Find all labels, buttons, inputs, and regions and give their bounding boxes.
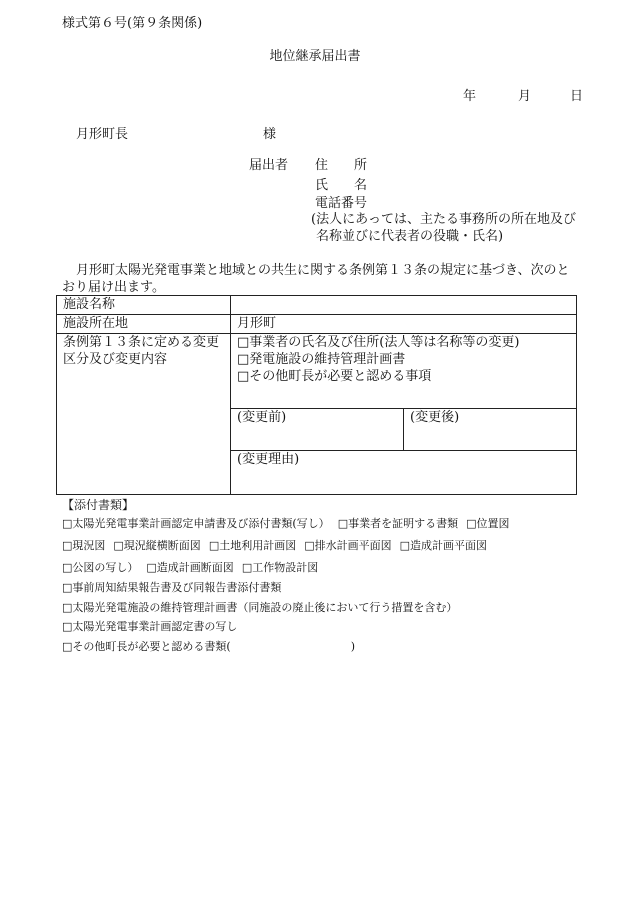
attach-cadastral-copy-checkbox[interactable]: □公図の写し） <box>62 561 139 574</box>
attachments-heading: 【添付書類】 <box>62 498 135 512</box>
option-owner-change-checkbox[interactable]: □事業者の氏名及び住所(法人等は名称等の変更) <box>237 334 520 350</box>
change-category-label-1: 条例第１３条に定める変更 <box>63 334 220 350</box>
attach-maintenance-plan-checkbox[interactable]: □太陽光発電施設の維持管理計画書（同施設の廃止後において行う措置を含む） <box>62 601 458 614</box>
change-options-cell <box>231 333 577 408</box>
addressee-name: 月形町長 <box>76 127 129 142</box>
attach-grading-section-checkbox[interactable]: □造成計画断面図 <box>146 561 234 574</box>
body-text-line-2: おり届け出ます。 <box>62 280 165 295</box>
attach-business-proof-checkbox[interactable]: □事業者を証明する書類 <box>337 517 459 530</box>
change-category-cell <box>57 333 231 494</box>
option-other-checkbox[interactable]: □その他町長が必要と認める事項 <box>237 368 432 384</box>
facility-location-field[interactable]: 月形町 <box>231 315 577 333</box>
before-change-field[interactable] <box>231 408 404 451</box>
body-text-line-1: 月形町太陽光発電事業と地域との共生に関する条例第１３条の規定に基づき、次のと <box>76 263 570 278</box>
attachments-line-3 <box>62 561 318 575</box>
attach-current-map-checkbox[interactable]: □現況図 <box>62 539 106 552</box>
attach-certification-copy-checkbox[interactable]: □太陽光発電事業計画認定書の写し <box>62 620 238 633</box>
attachments-line-2 <box>62 539 487 553</box>
addressee-honorific: 様 <box>263 127 277 142</box>
facility-location-label: 施設所在地 <box>57 315 231 333</box>
notification-form-table <box>56 295 577 495</box>
after-change-field[interactable] <box>404 408 577 451</box>
document-title: 地位継承届出書 <box>269 49 361 64</box>
attach-drainage-plan-checkbox[interactable]: □排水計画平面図 <box>304 539 392 552</box>
facility-name-label: 施設名称 <box>57 296 231 315</box>
corporate-note-line-2: 名称並びに代表者の役職・氏名) <box>316 229 504 244</box>
change-category-label-2: 区分及び変更内容 <box>63 351 168 367</box>
before-change-label: (変更前) <box>237 409 287 425</box>
attach-other-label: □その他町長が必要と認める書類( <box>62 640 231 653</box>
option-maintenance-plan-checkbox[interactable]: □発電施設の維持管理計画書 <box>237 351 406 367</box>
corporate-note-line-1: (法人にあっては、主たる事務所の所在地及び <box>311 212 576 227</box>
notifier-address-label: 住 所 <box>315 158 368 173</box>
form-number-label: 様式第６号(第９条関係) <box>62 16 203 31</box>
notifier-name-label: 氏 名 <box>315 178 368 193</box>
date-year-label: 年 <box>463 89 477 104</box>
attach-cross-section-checkbox[interactable]: □現況縦横断面図 <box>113 539 201 552</box>
attach-other-documents-checkbox[interactable] <box>62 640 355 654</box>
change-reason-label: (変更理由) <box>237 452 300 468</box>
attach-grading-plan-checkbox[interactable]: □造成計画平面図 <box>399 539 488 552</box>
attach-prior-notice-report-checkbox[interactable]: □事前周知結果報告書及び同報告書添付書類 <box>62 581 282 594</box>
after-change-label: (変更後) <box>410 409 460 425</box>
attachments-line-1 <box>62 517 510 531</box>
notifier-phone-label: 電話番号 <box>315 196 368 211</box>
attach-other-close-paren: ) <box>350 640 355 653</box>
change-reason-field[interactable] <box>231 451 577 495</box>
attach-application-copy-checkbox[interactable]: □太陽光発電事業計画認定申請書及び添付書類(写し） <box>62 517 330 530</box>
facility-name-field[interactable] <box>231 296 577 315</box>
attach-structure-design-checkbox[interactable]: □工作物設計図 <box>241 561 319 574</box>
date-day-label: 日 <box>570 89 584 104</box>
attach-location-map-checkbox[interactable]: □位置図 <box>466 517 510 530</box>
notifier-label: 届出者 <box>249 158 289 173</box>
date-month-label: 月 <box>518 89 532 104</box>
attach-land-use-plan-checkbox[interactable]: □土地利用計画図 <box>208 539 297 552</box>
